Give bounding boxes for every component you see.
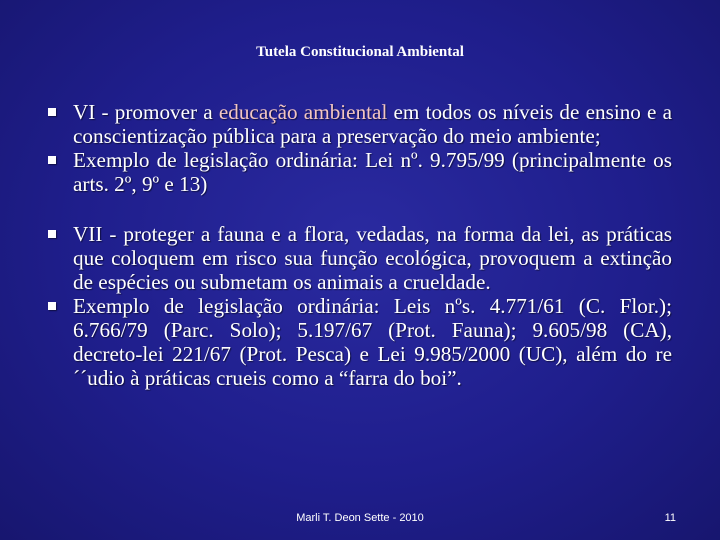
bullet-item-vi (48, 100, 672, 148)
highlighted-term: educação ambiental (218, 100, 388, 124)
bullet-list (48, 100, 672, 390)
bullet-item-example-1 (48, 148, 672, 196)
bullet-text: Exemplo de legislação ordinária: Leis nºs. 4.771/61 (C. Flor.); 6.766/79 (Parc. Solo); 5.197/67 (Prot. Fauna); 9.605/98 (CA), decreto-lei 221/67 (Prot. Pesca) e Lei 9.985/2000 (UC), além do re´´udio à práticas crueis como a “farra do boi”. (73, 294, 672, 390)
footer-author: Marli T. Deon Sette - 2010 (296, 512, 424, 524)
square-bullet-icon (48, 302, 56, 310)
bullet-text-end: em todos os níveis de ensino e a conscientização pública para a preservação do meio ambiente; (73, 100, 673, 148)
square-bullet-icon (48, 156, 56, 164)
bullet-text: Exemplo de legislação ordinária: Lei nº. 9.795/99 (principalmente os arts. 2º, 9º e 13) (73, 148, 672, 196)
bullet-item-example-2 (48, 294, 672, 390)
square-bullet-icon (48, 108, 56, 116)
slide-title: Tutela Constitucional Ambiental (256, 44, 464, 60)
bullet-item-vii (48, 222, 672, 294)
bullet-text-start: VI - promover a (73, 100, 219, 124)
square-bullet-icon (48, 230, 56, 238)
bullet-text: VII - proteger a fauna e a flora, vedadas, na forma da lei, as práticas que coloquem em risco sua função ecológica, provoquem a extinção de espécies ou submetam os animais a crueldade. (73, 222, 672, 294)
page-number: 11 (664, 512, 676, 524)
